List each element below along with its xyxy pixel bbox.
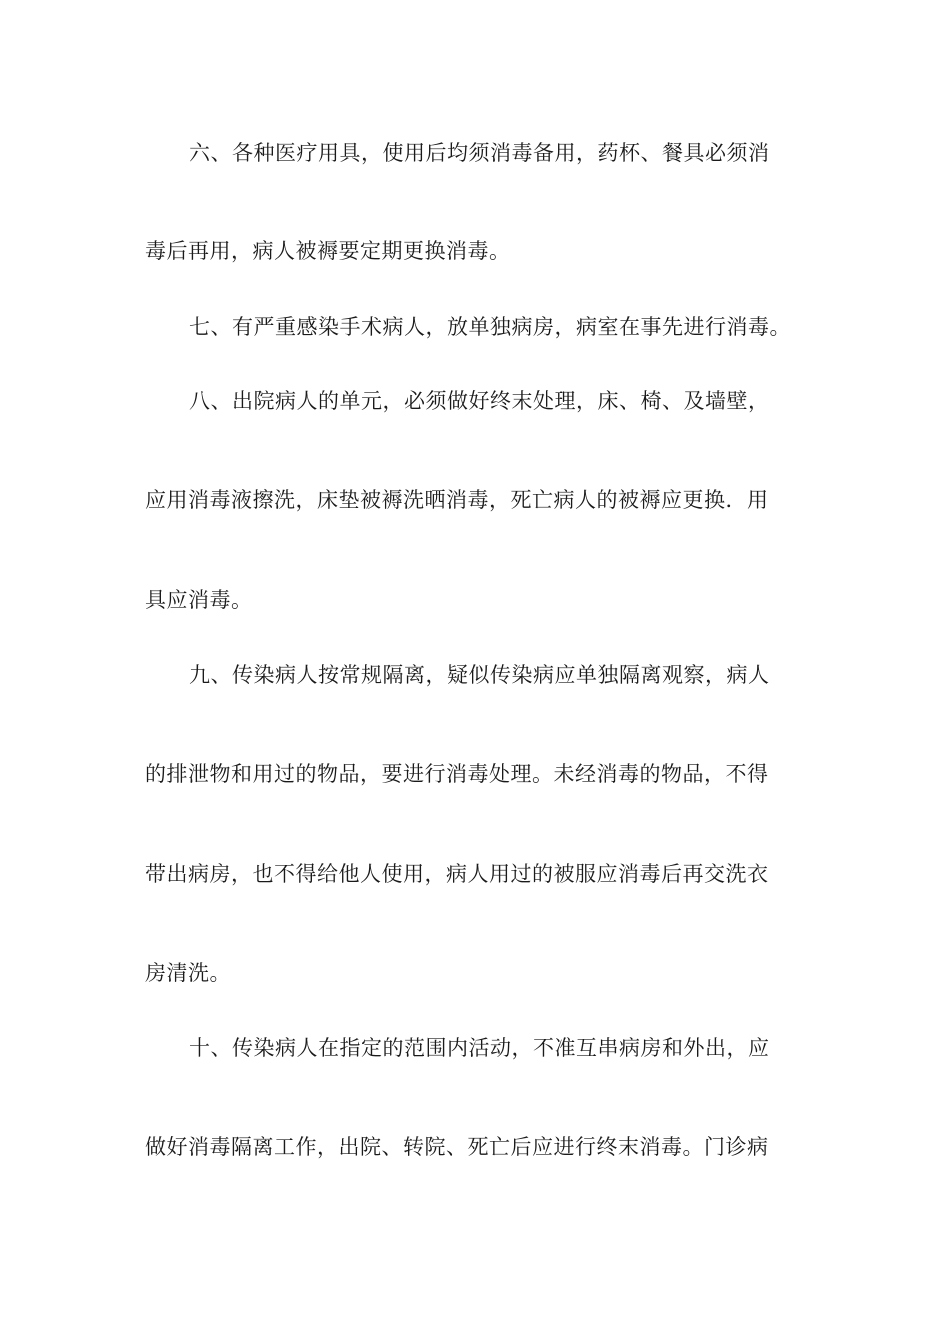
paragraph-8-line-2: 应用消毒液擦洗，床垫被褥洗晒消毒，死亡病人的被褥应更换．用: [145, 488, 769, 512]
paragraph-6-line-2: 毒后再用，病人被褥要定期更换消毒。: [145, 239, 511, 263]
paragraph-8-line-3: 具应消毒。: [145, 588, 253, 612]
paragraph-10-line-1: 十、传染病人在指定的范围内活动，不准互串病房和外出，应: [189, 1036, 770, 1060]
paragraph-9-line-4: 房清洗。: [145, 961, 231, 985]
paragraph-6-line-1: 六、各种医疗用具，使用后均须消毒备用，药杯、餐具必须消: [189, 141, 770, 165]
paragraph-9-line-1: 九、传染病人按常规隔离，疑似传染病应单独隔离观察，病人: [189, 663, 770, 687]
paragraph-9-line-2: 的排泄物和用过的物品，要进行消毒处理。未经消毒的物品，不得: [145, 762, 769, 786]
paragraph-7-line-1: 七、有严重感染手术病人，放单独病房，病室在事先进行消毒。: [189, 315, 791, 339]
paragraph-9-line-3: 带出病房，也不得给他人使用，病人用过的被服应消毒后再交洗衣: [145, 862, 769, 886]
paragraph-10-line-2: 做好消毒隔离工作，出院、转院、死亡后应进行终末消毒。门诊病: [145, 1135, 769, 1159]
paragraph-8-line-1: 八、出院病人的单元，必须做好终末处理，床、椅、及墙壁，: [189, 389, 770, 413]
